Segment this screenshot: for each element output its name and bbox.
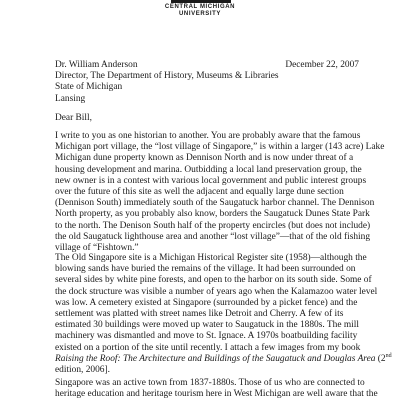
recipient-address [55,60,279,105]
paragraph-line: was low. A cemetery existed at Singapore (surrounded by a picket fence) and the [55,297,358,308]
recipient-title: Director, The Department of History, Museums & Libraries [55,71,279,82]
paragraph-line: several sides by white pine forests, and open to the harbor on its south side. Some of [55,275,372,286]
paragraph-line: edition, 2006]. [55,365,110,376]
paragraph-2 [55,253,392,376]
paragraph-line: existed on a portion of the site until recently. I attach a few images from my book [55,342,361,353]
book-edition-prefix: (2 [375,353,386,364]
paragraph-line: machinery was dismantled and move to St. Ignace. A 1970s boatbuilding facility [55,331,358,342]
paragraph-line: village of “Fishtown.” [55,243,139,254]
paragraph-line: heritage education and heritage tourism here in West Michigan are well aware that the [55,389,378,400]
salutation: Dear Bill, [55,113,92,123]
recipient-city: Lansing [55,93,86,104]
paragraph-line: Michigan port village, the “lost village of Singapore,” is within a larger (143 acre) Lake [55,142,385,153]
paragraph-line: settlement was platted with street names like Detroit and Cherry. A few of its [55,309,344,320]
paragraph-line: the dock structure was visible a number of years ago when the Kalamazoo water level [55,286,378,297]
paragraph-line: the old Saugatuck lighthouse area and another “lost village”—that of the old fishing [55,231,371,242]
book-citation-line [55,354,392,365]
paragraph-1 [55,131,384,254]
logo-bar [171,0,231,3]
paragraph-line: Michigan dune property known as Dennison North and is now under threat of a [55,153,354,164]
university-name-line1: CENTRAL MICHIGAN [164,4,236,10]
paragraph-line: Singapore was an active town from 1837-1880s. Those of us who are connected to [55,378,365,388]
paragraph-3 [55,378,378,400]
university-name-line2: UNIVERSITY [178,11,221,17]
paragraph-line: blowing sands have buried the remains of the village. It had been surrounded on [55,264,356,275]
recipient-name: Dr. William Anderson [55,60,138,70]
book-title: Raising the Roof: The Architecture and Buildings of the Saugatuck and Douglas Area [55,353,376,364]
paragraph-line: I write to you as one historian to another. You are probably aware that the famous [55,131,361,141]
paragraph-line: (Dennison South) immediately south of the Saugatuck harbor channel. The Dennison [55,198,375,209]
paragraph-line: over the future of this site as well the adjacent and equally large dune section [55,187,344,198]
edition-superscript: nd [385,352,392,359]
paragraph-line: North property, as you probably also know, borders the Saugatuck Dunes State Park [55,209,370,220]
paragraph-line: to the north. The Denison South half of the property encircles (but does not include) [55,220,371,231]
letter-date: December 22, 2007 [285,60,359,70]
paragraph-line: estimated 30 buildings were moved up water to Saugatuck in the 1880s. The mill [55,320,359,331]
recipient-org: State of Michigan [55,82,123,93]
paragraph-line: new owner is in a contest with various local government and public interest groups [55,175,367,186]
paragraph-line: The Old Singapore site is a Michigan Historical Register site (1958)—although the [55,253,367,263]
paragraph-line: housing development and marina. Outbidding a local land preservation group, the [55,164,362,175]
